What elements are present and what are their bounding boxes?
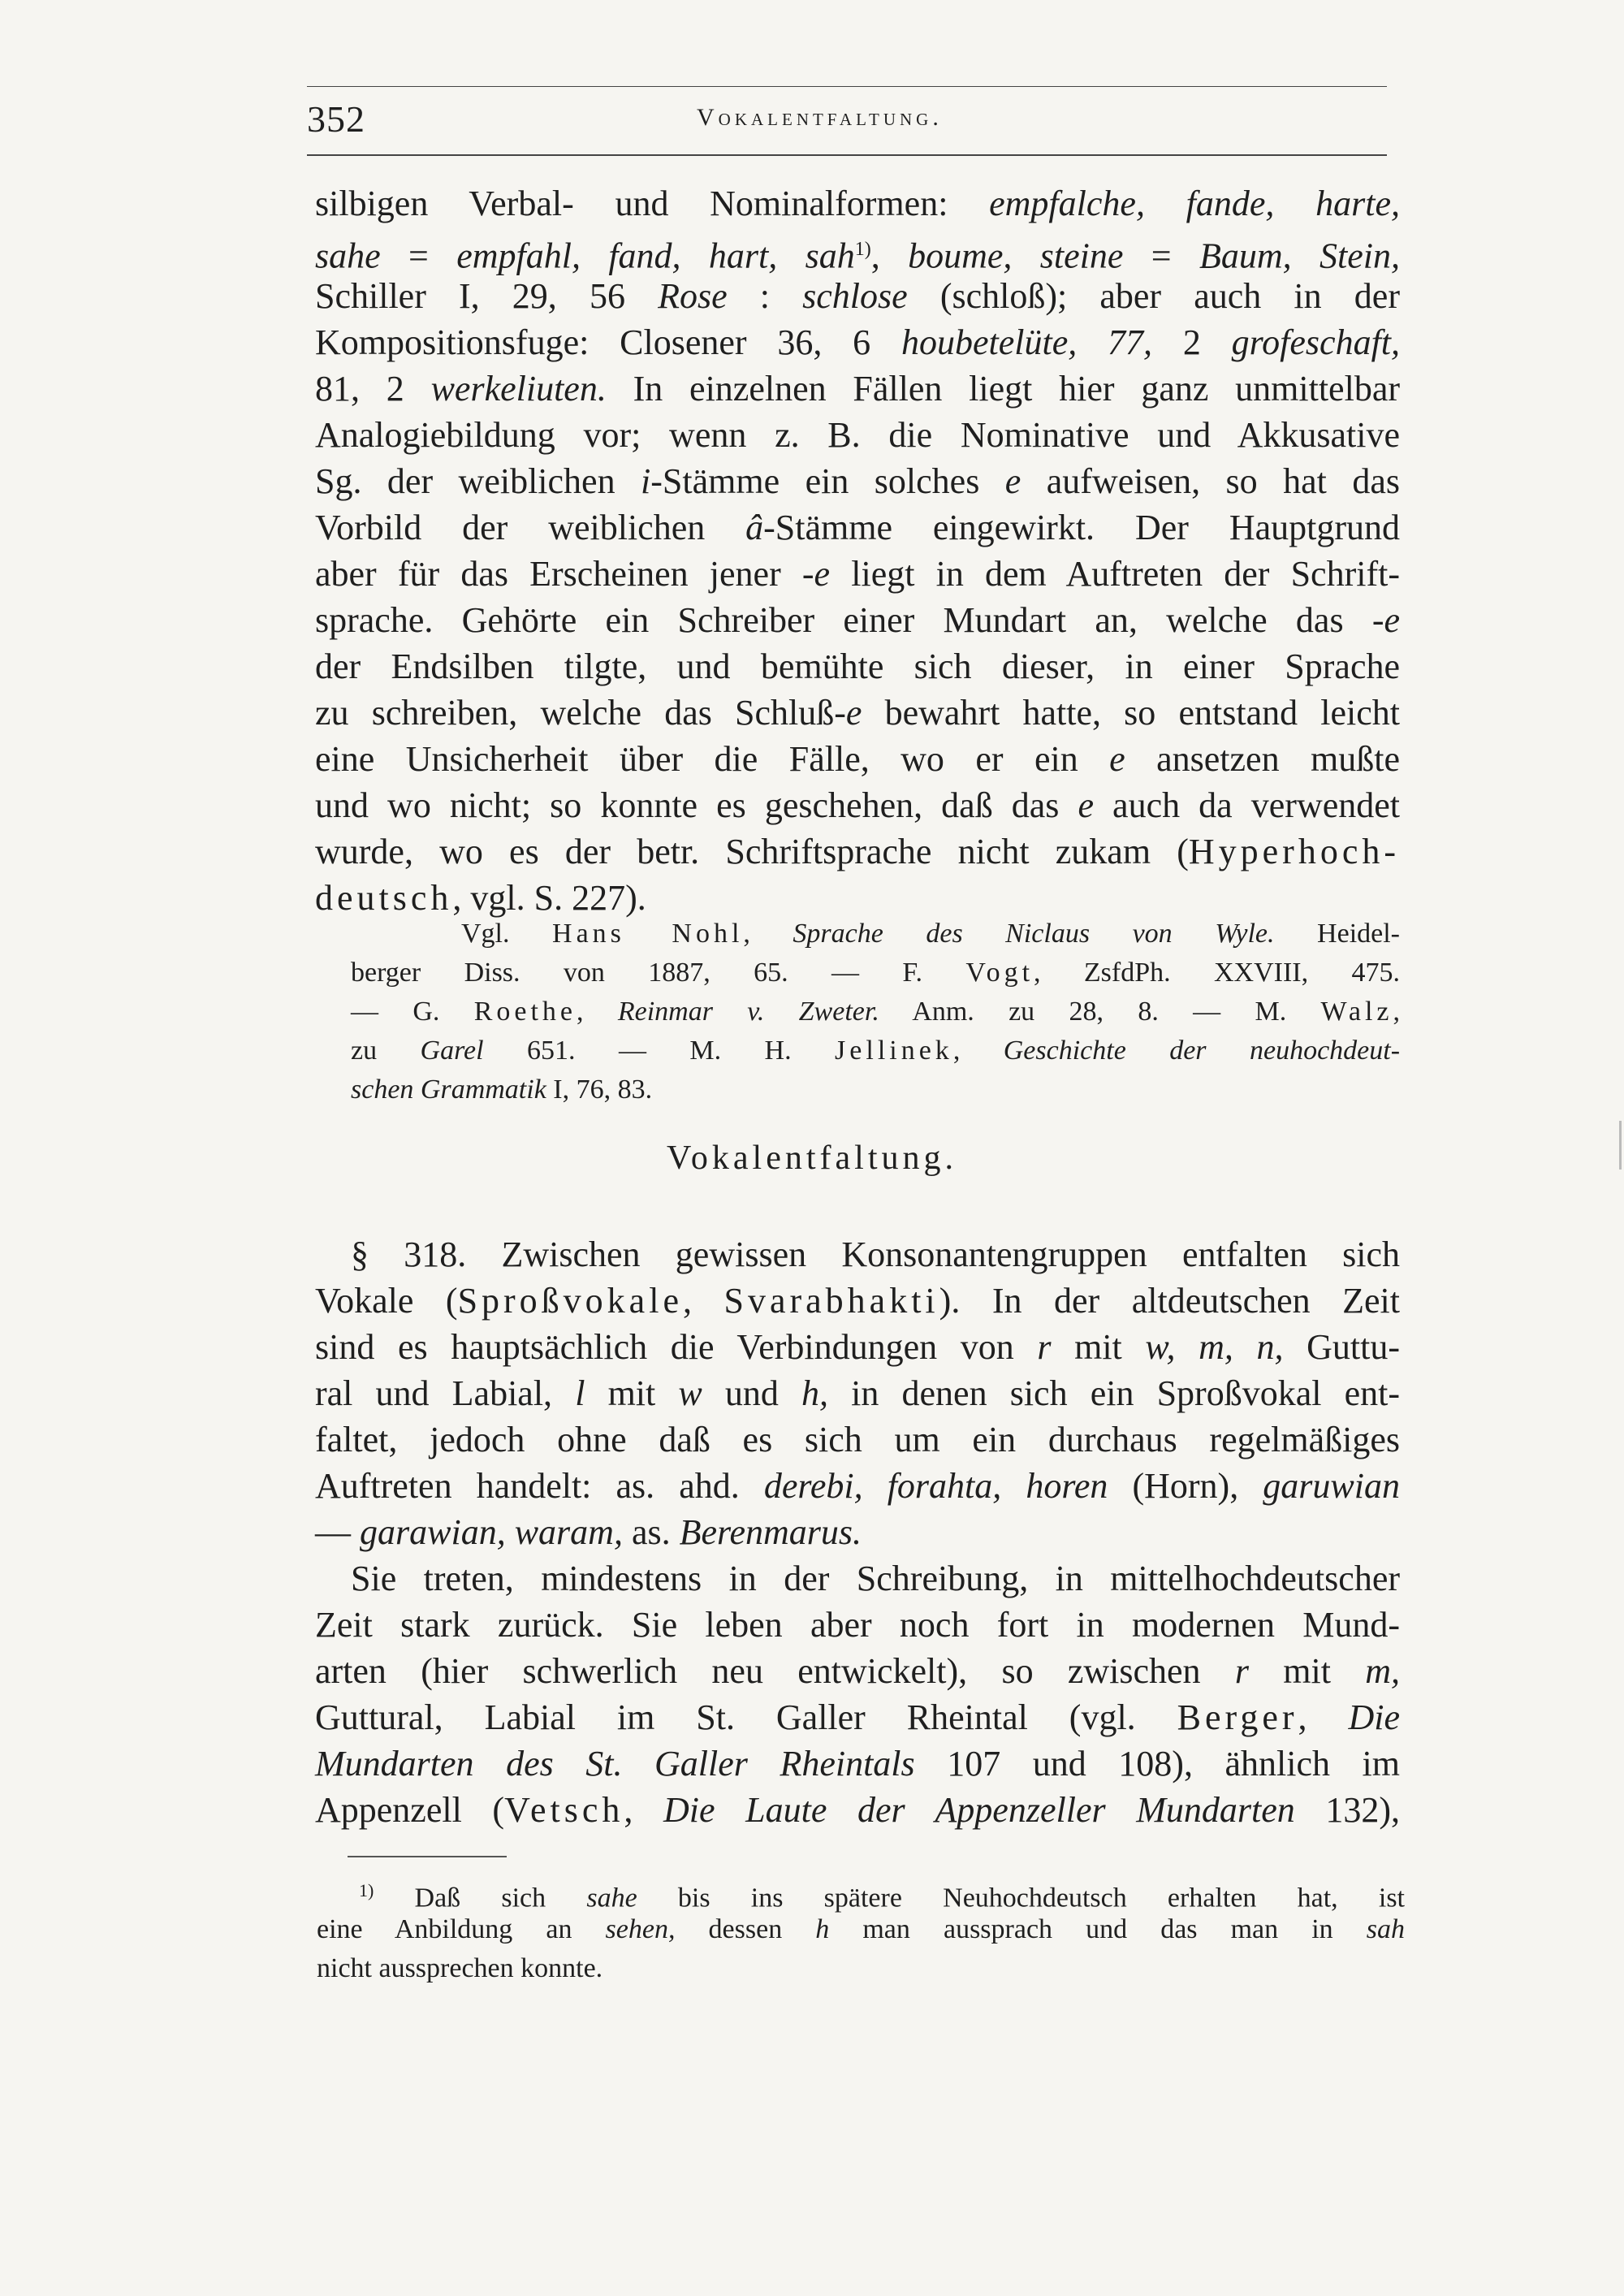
text-line: arten (hier schwerlich neu entwickelt), so zwischen r mit m, — [315, 1651, 1400, 1691]
text-line: ral und Labial, l mit w und h, in denen sich ein Sproßvokal ent- — [315, 1373, 1401, 1413]
footnote-marker: 1) — [854, 239, 871, 260]
header-bottom-rule — [307, 154, 1387, 156]
text-line: Sie treten, mindestens in der Schreibung, in mittelhochdeutscher — [351, 1559, 1400, 1598]
footnote — [317, 1871, 1405, 1988]
section-heading: Vokalentfaltung. — [666, 1139, 957, 1177]
text-line: und wo nicht; so konnte es geschehen, daß das e auch da verwendet — [315, 785, 1401, 825]
text-line: Appenzell (Vetsch, Die Laute der Appenzeller Mundarten 132), — [315, 1790, 1400, 1830]
text-line: sahe = empfahl, fand, hart, sah$^{1)}$, boume, steine = Baum, Stein, — [315, 236, 1400, 276]
text-line: Sg. der weiblichen i-Stämme ein solches e aufweisen, so hat das — [315, 461, 1400, 501]
text-line: Vokale (Sproßvokale, Svarabhakti). In der altdeutschen Zeit — [315, 1281, 1401, 1321]
intro-paragraph — [315, 180, 1400, 921]
text-line: eine Unsicherheit über die Fälle, wo er ein e ansetzen mußte — [315, 739, 1400, 779]
footnote-line: $^{1)}$ Daß sich sahe bis ins spätere Neuhochdeutsch erhalten hat, ist — [359, 1880, 1405, 1913]
text-line: faltet, jedoch ohne daß es sich um ein durchaus regelmäßiges — [315, 1420, 1400, 1459]
footnote-line: nicht aussprechen konnte. — [317, 1953, 603, 1983]
reference-line: — G. Roethe, Reinmar v. Zweter. Anm. zu 28, 8. — M. Walz, — [351, 997, 1401, 1027]
reference-line: zu Garel 651. — M. H. Jellinek, Geschichte der neuhochdeut- — [351, 1036, 1401, 1066]
page-number: 352 — [307, 98, 365, 140]
text-line: Vorbild der weiblichen â-Stämme eingewirkt. Der Hauptgrund — [315, 508, 1400, 547]
running-title: Vokalentfaltung. — [697, 104, 943, 131]
reference-line: Vgl. Hans Nohl, Sprache des Niclaus von Wyle. Heidel- — [461, 919, 1400, 949]
text-line: Auftreten handelt: as. ahd. derebi, forahta, horen (Horn), garuwian — [315, 1466, 1400, 1506]
text-line: § 318. Zwischen gewissen Konsonantengruppen entfalten sich — [351, 1234, 1400, 1274]
text-line: wurde, wo es der betr. Schriftsprache nicht zukam (Hyperhoch- — [315, 832, 1400, 871]
references-note — [351, 915, 1400, 1109]
text-line: Mundarten des St. Galler Rheintals 107 und 108), ähnlich im — [315, 1744, 1400, 1784]
header-top-rule — [307, 86, 1387, 87]
text-line: sind es hauptsächlich die Verbindungen von r mit w, m, n, Guttu- — [315, 1327, 1400, 1367]
reference-line: berger Diss. von 1887, 65. — F. Vogt, ZsfdPh. XXVIII, 475. — [351, 958, 1400, 988]
text-line: 81, 2 werkeliuten. In einzelnen Fällen liegt hier ganz unmittelbar — [315, 369, 1400, 409]
text-line: Kompositionsfuge: Closener 36, 6 houbetelüte, 77, 2 grofeschaft, — [315, 322, 1401, 362]
reference-line: schen Grammatik I, 76, 83. — [351, 1074, 653, 1105]
text-line: silbigen Verbal- und Nominalformen: empfalche, fande, harte, — [315, 184, 1400, 223]
text-line: — garawian, waram, as. Berenmarus. — [315, 1512, 862, 1552]
section-318 — [315, 1231, 1400, 1833]
text-line: der Endsilben tilgte, und bemühte sich dieser, in einer Sprache — [315, 646, 1400, 686]
scan-edge-mark — [1619, 1121, 1622, 1170]
text-line: aber für das Erscheinen jener -e liegt in dem Auftreten der Schrift- — [315, 554, 1400, 594]
text-line: Analogiebildung vor; wenn z. B. die Nominative und Akkusative — [315, 415, 1400, 455]
text-line: sprache. Gehörte ein Schreiber einer Mundart an, welche das -e — [315, 600, 1400, 640]
footnote-rule — [348, 1856, 507, 1857]
footnote-line: eine Anbildung an sehen, dessen h man aussprach und das man in sah — [317, 1914, 1405, 1944]
text-line: Zeit stark zurück. Sie leben aber noch fort in modernen Mund- — [315, 1605, 1400, 1645]
text-line: Schiller I, 29, 56 Rose : schlose (schloß); aber auch in der — [315, 276, 1400, 316]
text-line: deutsch, vgl. S. 227). — [315, 878, 646, 918]
text-line: Guttural, Labial im St. Galler Rheintal (vgl. Berger, Die — [315, 1697, 1400, 1737]
text-line: zu schreiben, welche das Schluß-e bewahrt hatte, so entstand leicht — [315, 693, 1401, 733]
